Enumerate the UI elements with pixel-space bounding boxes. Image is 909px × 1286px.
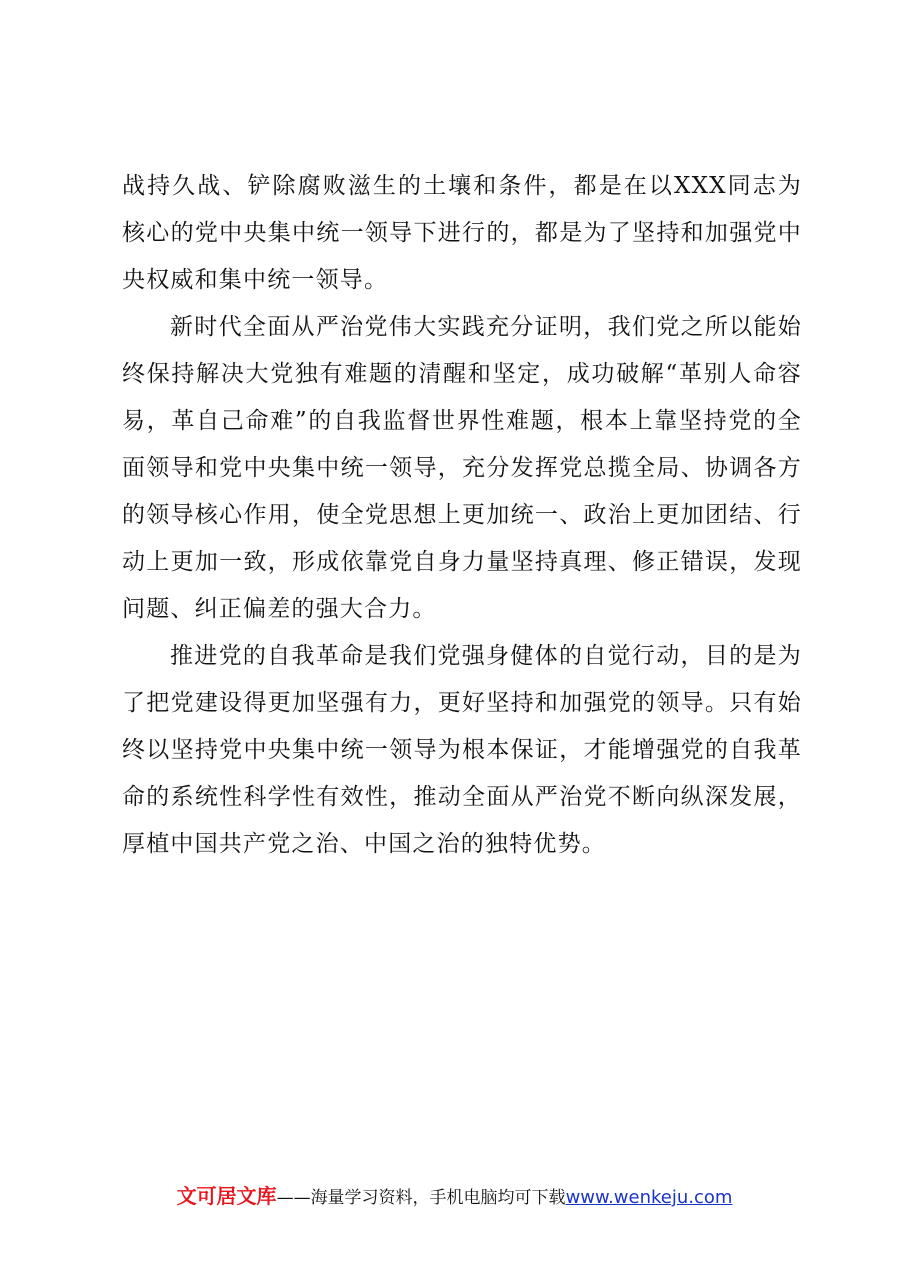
- brand-name: 文可居文库: [176, 1184, 277, 1208]
- paragraph: 新时代全面从严治党伟大实践充分证明，我们党之所以能始终保持解决大党独有难题的清醒和坚定，成功破解“革别人命容易，革自己命难”的自我监督世界性难题，根本上靠坚持党的全面领导和党中央集中统一领导，充分发挥党总揽全局、协调各方的领导核心作用，使全党思想上更加统一、政治上更加团结、行动上更加一致，形成依靠党自身力量坚持真理、修正错误，发现问题、纠正偏差的强大合力。: [122, 314, 802, 622]
- document-body: [122, 163, 802, 868]
- website-link[interactable]: www.wenkeju.com: [565, 1187, 733, 1208]
- paragraph: 推进党的自我革命是我们党强身健体的自觉行动，目的是为了把党建设得更加坚强有力，更好坚持和加强党的领导。只有始终以坚持党中央集中统一领导为根本保证，才能增强党的自我革命的系统性科学性有效性，推动全面从严治党不断向纵深发展，厚植中国共产党之治、中国之治的独特优势。: [122, 643, 802, 857]
- paragraph-continued: 战持久战、铲除腐败滋生的土壤和条件，都是在以XXX同志为核心的党中央集中统一领导下进行的，都是为了坚持和加强党中央权威和集中统一领导。: [122, 173, 802, 293]
- page-footer: [0, 1180, 909, 1209]
- footer-slogan: ——海量学习资料，手机电脑均可下载: [276, 1188, 566, 1208]
